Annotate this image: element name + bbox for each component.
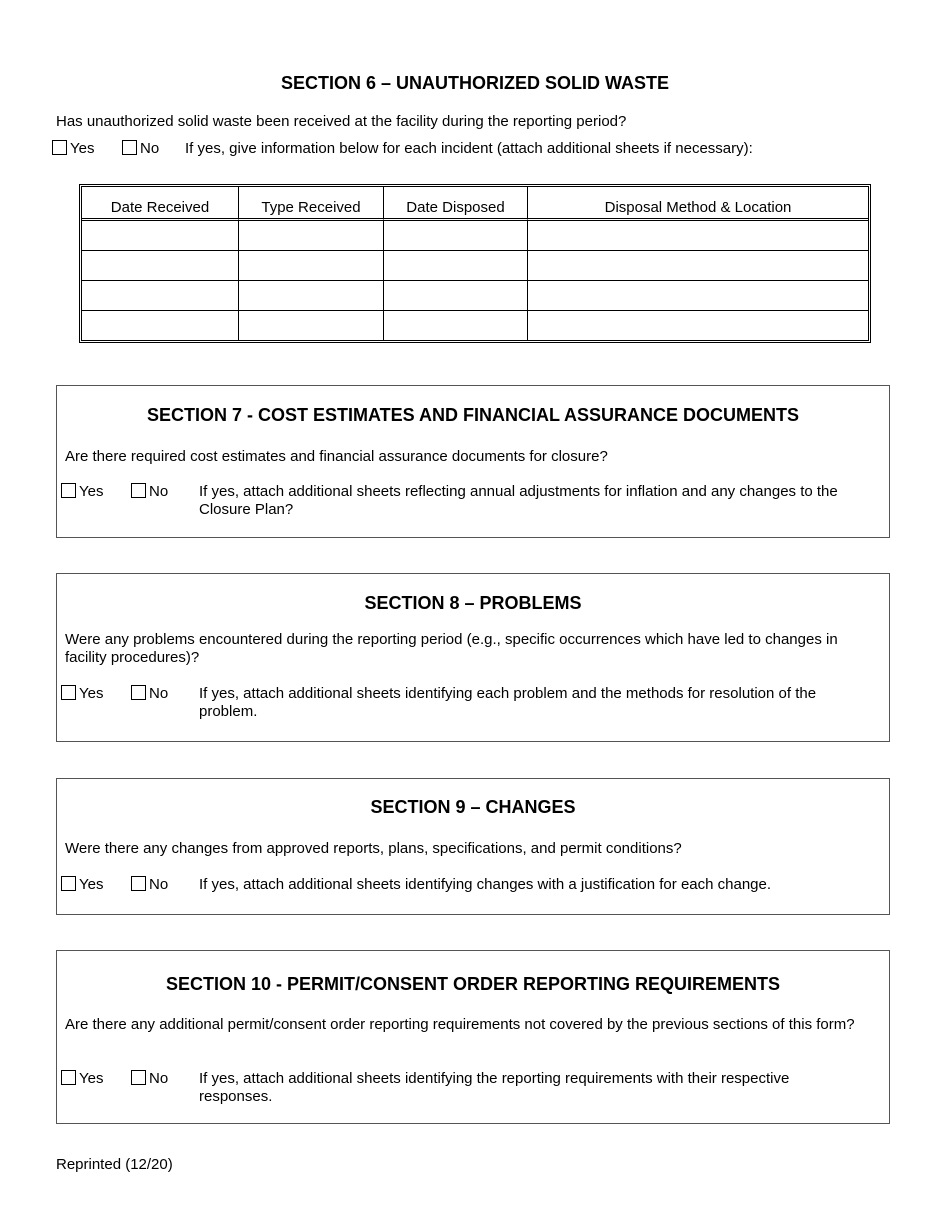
table-row bbox=[82, 251, 868, 281]
section6-question: Has unauthorized solid waste been received at the facility during the reporting period? bbox=[56, 113, 627, 130]
section7-yes-option[interactable] bbox=[61, 483, 103, 500]
incident-table bbox=[79, 184, 871, 343]
section9-box bbox=[56, 778, 890, 915]
section10-no-checkbox[interactable] bbox=[131, 1070, 146, 1085]
section7-box bbox=[56, 385, 890, 538]
section10-no-option[interactable] bbox=[131, 1070, 168, 1087]
table-cell[interactable] bbox=[82, 251, 239, 281]
section8-no-checkbox[interactable] bbox=[131, 685, 146, 700]
section9-no-checkbox[interactable] bbox=[131, 876, 146, 891]
header-disposal-method-location: Disposal Method & Location bbox=[528, 187, 868, 221]
table-cell[interactable] bbox=[239, 281, 384, 311]
header-date-received: Date Received bbox=[82, 187, 239, 221]
section7-no-checkbox[interactable] bbox=[131, 483, 146, 498]
table-row bbox=[82, 221, 868, 251]
section10-yes-option[interactable] bbox=[61, 1070, 103, 1087]
header-date-disposed: Date Disposed bbox=[384, 187, 528, 221]
section8-box bbox=[56, 573, 890, 742]
table-cell[interactable] bbox=[82, 221, 239, 251]
section6-yes-option[interactable] bbox=[52, 140, 94, 157]
section6-yes-label: Yes bbox=[70, 140, 95, 157]
section6-instruction: If yes, give information below for each incident (attach additional sheets if necessary): bbox=[185, 140, 753, 157]
section9-yes-label: Yes bbox=[79, 876, 104, 893]
section10-box bbox=[56, 950, 890, 1124]
section6-no-checkbox[interactable] bbox=[122, 140, 137, 155]
table-row bbox=[82, 311, 868, 340]
section8-no-label: No bbox=[149, 685, 169, 702]
section8-question: Were any problems encountered during the reporting period (e.g., specific occurrences which have led to changes in facility procedures)? bbox=[65, 631, 838, 666]
section10-no-label: No bbox=[149, 1070, 169, 1087]
section9-title: SECTION 9 – CHANGES bbox=[370, 797, 576, 817]
table-cell[interactable] bbox=[239, 221, 384, 251]
section6-no-option[interactable] bbox=[122, 140, 159, 157]
section7-no-label: No bbox=[149, 483, 169, 500]
section8-yes-label: Yes bbox=[79, 685, 104, 702]
section9-instruction: If yes, attach additional sheets identifying changes with a justification for each change. bbox=[199, 876, 772, 893]
section7-yes-label: Yes bbox=[79, 483, 104, 500]
section7-no-option[interactable] bbox=[131, 483, 168, 500]
section8-title: SECTION 8 – PROBLEMS bbox=[364, 593, 582, 613]
table-cell[interactable] bbox=[528, 221, 868, 251]
table-cell[interactable] bbox=[528, 311, 868, 340]
table-cell[interactable] bbox=[528, 281, 868, 311]
header-type-received: Type Received bbox=[239, 187, 384, 221]
section9-no-label: No bbox=[149, 876, 169, 893]
section10-yes-checkbox[interactable] bbox=[61, 1070, 76, 1085]
table-cell[interactable] bbox=[239, 251, 384, 281]
reprint-note: Reprinted (12/20) bbox=[56, 1156, 173, 1173]
section10-instruction: If yes, attach additional sheets identifying the reporting requirements with their respective responses. bbox=[199, 1070, 790, 1105]
section10-yes-label: Yes bbox=[79, 1070, 104, 1087]
section8-instruction: If yes, attach additional sheets identifying each problem and the methods for resolution of the problem. bbox=[199, 685, 817, 720]
table-cell[interactable] bbox=[384, 281, 528, 311]
section10-title: SECTION 10 - PERMIT/CONSENT ORDER REPORTING REQUIREMENTS bbox=[165, 974, 781, 994]
section7-question: Are there required cost estimates and financial assurance documents for closure? bbox=[65, 448, 608, 465]
table-header-row bbox=[82, 187, 868, 221]
section9-yes-option[interactable] bbox=[61, 876, 103, 893]
section8-yes-checkbox[interactable] bbox=[61, 685, 76, 700]
section6-title: SECTION 6 – UNAUTHORIZED SOLID WASTE bbox=[280, 73, 670, 93]
section10-question: Are there any additional permit/consent order reporting requirements not covered by the previous sections of this form? bbox=[65, 1016, 855, 1033]
table-cell[interactable] bbox=[384, 311, 528, 340]
table-cell[interactable] bbox=[82, 281, 239, 311]
table-cell[interactable] bbox=[384, 221, 528, 251]
section9-question: Were there any changes from approved reports, plans, specifications, and permit conditions? bbox=[65, 840, 682, 857]
section9-yes-checkbox[interactable] bbox=[61, 876, 76, 891]
section6-no-label: No bbox=[140, 140, 160, 157]
section8-yes-option[interactable] bbox=[61, 685, 103, 702]
table-cell[interactable] bbox=[239, 311, 384, 340]
section7-title: SECTION 7 - COST ESTIMATES AND FINANCIAL ASSURANCE DOCUMENTS bbox=[146, 405, 800, 425]
section8-no-option[interactable] bbox=[131, 685, 168, 702]
table-cell[interactable] bbox=[82, 311, 239, 340]
table-cell[interactable] bbox=[384, 251, 528, 281]
section6-yes-checkbox[interactable] bbox=[52, 140, 67, 155]
section7-instruction: If yes, attach additional sheets reflecting annual adjustments for inflation and any changes to the Closure Plan? bbox=[199, 483, 838, 518]
table-row bbox=[82, 281, 868, 311]
table-cell[interactable] bbox=[528, 251, 868, 281]
section9-no-option[interactable] bbox=[131, 876, 168, 893]
section7-yes-checkbox[interactable] bbox=[61, 483, 76, 498]
